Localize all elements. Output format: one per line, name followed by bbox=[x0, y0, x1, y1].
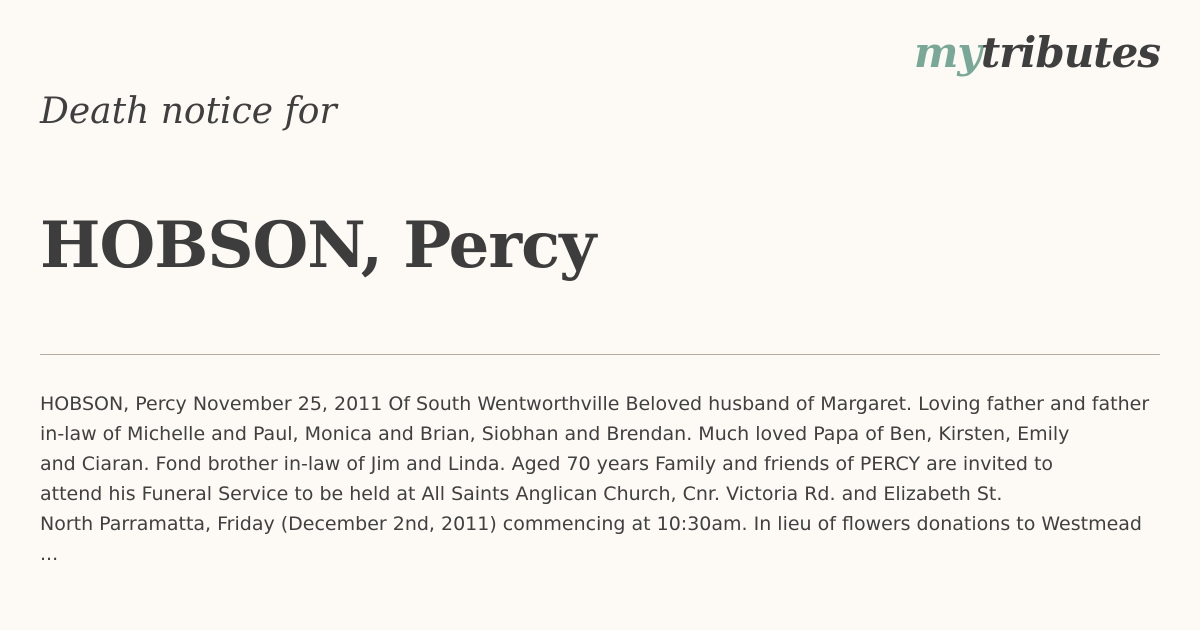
logo-my-text: my bbox=[913, 28, 981, 77]
mytributes-logo[interactable] bbox=[913, 28, 1160, 77]
death-notice-subtitle: Death notice for bbox=[40, 91, 337, 132]
logo-tributes-text: tributes bbox=[980, 28, 1160, 77]
section-divider bbox=[40, 354, 1160, 355]
notice-text: HOBSON, Percy November 25, 2011 Of South Wentworthville Beloved husband of Margaret. Loving father and father in-law of Michelle and Paul, Monica and Brian, Siobhan and Brendan. Much loved Papa of Ben, Kirsten, Emily and Ciaran. Fond brother in-law of Jim and Linda. Aged 70 years Family and friends of PERCY are invited to attend his Funeral Service to be held at All Saints Anglican Church, Cnr. Victoria Rd. and Elizabeth St. North Parramatta, Friday (December 2nd, 2011) commencing at 10:30am. In lieu of flowers donations to Westmead ... bbox=[40, 393, 1150, 565]
deceased-name: HOBSON, Percy bbox=[40, 208, 596, 283]
